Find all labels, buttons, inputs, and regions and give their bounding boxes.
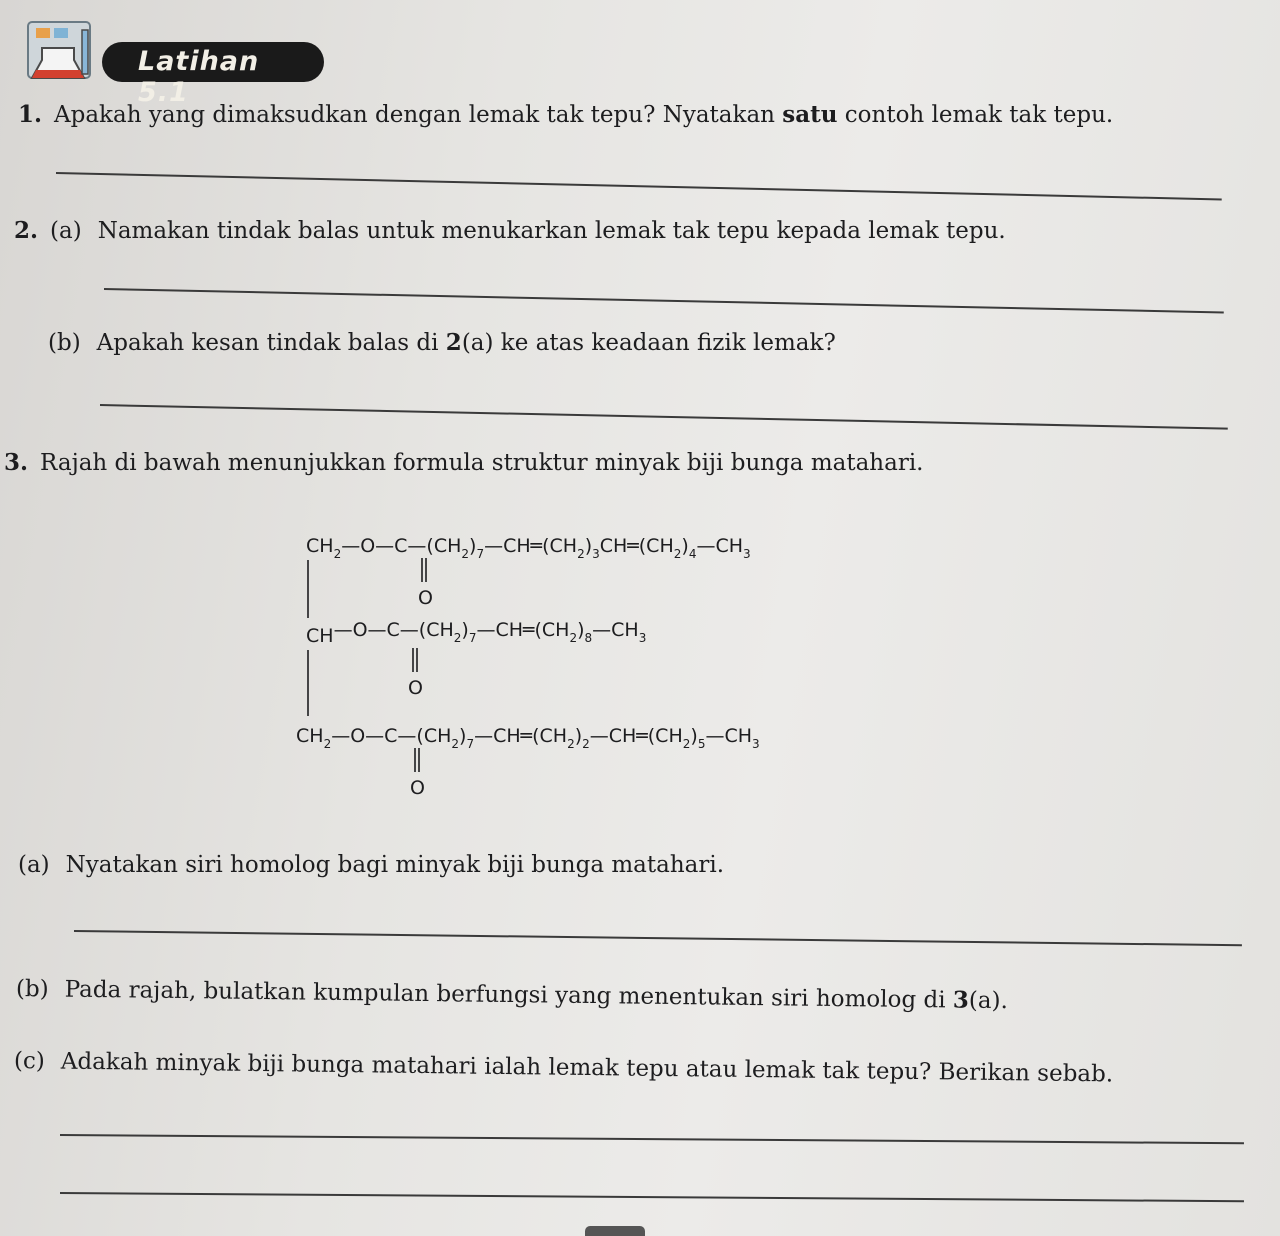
question-ref: 2 xyxy=(445,329,462,356)
question-3b xyxy=(16,974,1008,1016)
part-label: (b) xyxy=(48,330,81,356)
carbonyl-oxygen-1: O xyxy=(418,587,433,609)
part-label: (c) xyxy=(13,1048,45,1075)
carbonyl-oxygen-3: O xyxy=(410,777,425,799)
formula-row-1: $CH_2—O—C—(CH_2)_7—CH═(CH_2)_3CH═(CH_2)_4—CH_3$ xyxy=(306,535,751,561)
answer-line-3c-2[interactable] xyxy=(60,1192,1244,1202)
carbonyl-oxygen-2: O xyxy=(408,677,423,699)
question-text: Namakan tindak balas untuk menukarkan lemak tak tepu kepada lemak tepu. xyxy=(97,218,1006,244)
part-label: (a) xyxy=(50,218,82,244)
badge-title: Latihan 5.1 xyxy=(138,46,260,108)
question-2a xyxy=(14,216,1006,246)
question-3c xyxy=(14,1046,1113,1089)
answer-line-2b[interactable] xyxy=(100,404,1228,430)
page-edge-mark xyxy=(585,1226,645,1236)
question-number: 2. xyxy=(14,217,39,244)
part-label: (a) xyxy=(18,852,50,878)
structural-formula xyxy=(296,520,936,810)
question-text: Rajah di bawah menunjukkan formula struktur minyak biji bunga matahari. xyxy=(40,450,924,476)
question-text: Apakah yang dimaksudkan dengan lemak tak tepu? Nyatakan xyxy=(54,102,783,128)
question-number: 1. xyxy=(18,101,43,128)
question-text: Nyatakan siri homolog bagi minyak biji bunga matahari. xyxy=(65,852,725,878)
exercise-badge xyxy=(22,20,312,108)
question-3a xyxy=(18,850,724,880)
question-number: 3. xyxy=(4,449,29,476)
question-text: Pada rajah, bulatkan kumpulan berfungsi yang menentukan siri homolog di xyxy=(64,976,954,1014)
question-3 xyxy=(4,448,923,478)
question-1 xyxy=(18,100,1113,130)
beaker-icon xyxy=(22,20,108,84)
question-2b xyxy=(48,328,836,358)
answer-line-2a[interactable] xyxy=(104,288,1224,313)
question-text: Apakah kesan tindak balas di xyxy=(96,330,446,356)
formula-row-3: $CH_2—O—C—(CH_2)_7—CH═(CH_2)_2—CH═(CH_2)_5—CH_3$ xyxy=(296,725,760,751)
answer-line-1[interactable] xyxy=(56,172,1222,200)
question-bold-word: satu xyxy=(782,101,838,128)
formula-row-2: $CH—O—C—(CH_2)_7—CH═(CH_2)_8—CH_3$ xyxy=(306,619,647,647)
question-text: (a). xyxy=(968,987,1009,1015)
answer-line-3a[interactable] xyxy=(74,930,1242,946)
answer-line-3c-1[interactable] xyxy=(60,1134,1244,1144)
question-text: (a) ke atas keadaan fizik lemak? xyxy=(461,330,836,356)
question-ref: 3 xyxy=(952,986,970,1014)
part-label: (b) xyxy=(15,976,49,1003)
question-text: Adakah minyak biji bunga matahari ialah lemak tepu atau lemak tak tepu? Berikan sebab. xyxy=(60,1048,1114,1088)
question-text: contoh lemak tak tepu. xyxy=(837,102,1114,128)
